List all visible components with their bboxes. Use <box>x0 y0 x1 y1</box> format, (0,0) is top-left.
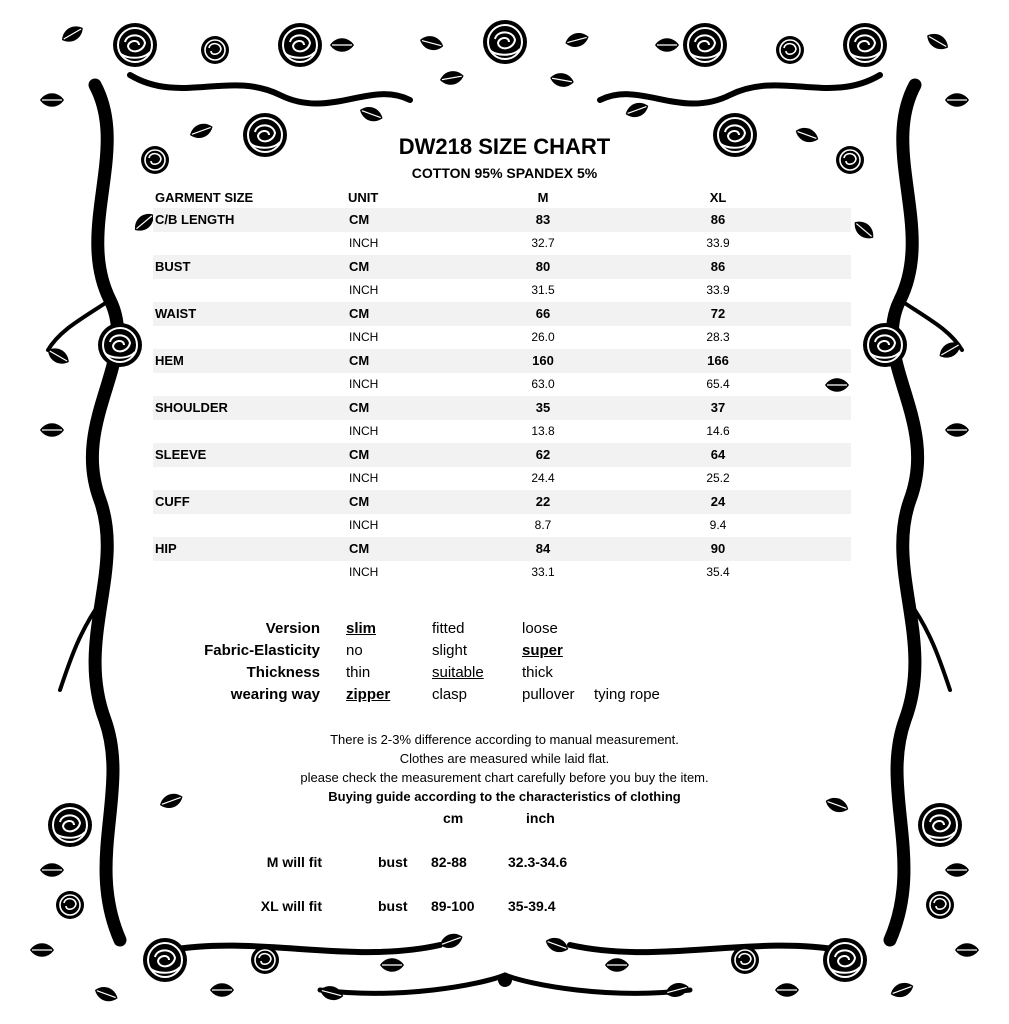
measurement-name: WAIST <box>155 306 197 322</box>
note-line: There is 2-3% difference according to manual measurement. <box>330 732 679 747</box>
table-row <box>153 443 851 467</box>
unit-cell: INCH <box>349 330 379 345</box>
measurement-name: HEM <box>155 353 184 369</box>
table-row <box>153 420 851 444</box>
attribute-row <box>150 686 710 708</box>
measurement-name: CUFF <box>155 494 190 510</box>
measurement-name: BUST <box>155 259 191 275</box>
attribute-option-selected: suitable <box>432 664 484 681</box>
buying-guide <box>0 808 1009 918</box>
table-row <box>153 537 851 561</box>
table-row <box>153 490 851 514</box>
value-xl: 33.9 <box>706 236 730 251</box>
value-xl: 35.4 <box>706 565 730 580</box>
value-m: 160 <box>532 353 554 369</box>
value-m: 33.1 <box>531 565 555 580</box>
value-xl: 25.2 <box>706 471 730 486</box>
value-xl: 28.3 <box>706 330 730 345</box>
value-xl: 65.4 <box>706 377 730 392</box>
value-m: 62 <box>535 447 551 463</box>
measurement-name: SHOULDER <box>155 400 228 416</box>
measurement-name: SLEEVE <box>155 447 207 463</box>
header-garment-size: GARMENT SIZE <box>155 189 254 205</box>
attribute-option-selected: super <box>522 642 563 659</box>
attribute-row <box>150 620 710 642</box>
value-m: 66 <box>535 306 551 322</box>
guide-part: bust <box>378 898 408 914</box>
table-header <box>153 186 851 208</box>
guide-label: M will fit <box>266 854 322 870</box>
unit-cell: CM <box>349 212 370 228</box>
table-row <box>153 232 851 256</box>
attribute-label: wearing way <box>230 686 320 703</box>
table-row <box>153 396 851 420</box>
value-xl: 64 <box>710 447 726 463</box>
guide-col-inch: inch <box>526 810 555 826</box>
value-m: 35 <box>535 400 551 416</box>
table-row <box>153 208 851 232</box>
value-m: 32.7 <box>531 236 555 251</box>
unit-cell: INCH <box>349 377 379 392</box>
unit-cell: INCH <box>349 471 379 486</box>
unit-cell: INCH <box>349 283 379 298</box>
table-row <box>153 302 851 326</box>
attribute-option: pullover <box>522 686 575 703</box>
attribute-option: loose <box>522 620 558 637</box>
size-table <box>153 186 851 584</box>
value-xl: 90 <box>710 541 726 557</box>
measurement-name: HIP <box>155 541 177 557</box>
attribute-option-selected: slim <box>346 620 377 637</box>
attribute-row <box>150 642 710 664</box>
value-m: 26.0 <box>531 330 555 345</box>
guide-cm: 89-100 <box>431 898 475 914</box>
attribute-option: thin <box>346 664 371 681</box>
unit-cell: INCH <box>349 518 379 533</box>
unit-cell: CM <box>349 306 370 322</box>
unit-cell: INCH <box>349 565 379 580</box>
attribute-label: Version <box>265 620 320 637</box>
guide-inch: 32.3-34.6 <box>508 854 568 870</box>
unit-cell: CM <box>349 353 370 369</box>
value-xl: 72 <box>710 306 726 322</box>
value-m: 83 <box>535 212 551 228</box>
chart-title: DW218 SIZE CHART <box>398 134 611 159</box>
attribute-option: clasp <box>432 686 468 703</box>
value-xl: 9.4 <box>709 518 727 533</box>
unit-cell: CM <box>349 400 370 416</box>
value-xl: 24 <box>710 494 726 510</box>
unit-cell: INCH <box>349 424 379 439</box>
table-row <box>153 373 851 397</box>
value-m: 31.5 <box>531 283 555 298</box>
value-xl: 37 <box>710 400 726 416</box>
table-row <box>153 349 851 373</box>
value-xl: 166 <box>707 353 729 369</box>
attribute-option: fitted <box>432 620 465 637</box>
attribute-option: no <box>346 642 363 659</box>
table-row <box>153 561 851 585</box>
table-row <box>153 514 851 538</box>
attribute-option: thick <box>522 664 553 681</box>
attribute-label: Thickness <box>246 664 320 681</box>
measurement-name: C/B LENGTH <box>155 212 235 228</box>
header-xl: XL <box>709 189 727 205</box>
measurement-notes <box>0 730 1009 806</box>
table-row <box>153 467 851 491</box>
attribute-option: tying rope <box>594 686 660 703</box>
value-m: 22 <box>535 494 551 510</box>
value-m: 80 <box>535 259 551 275</box>
value-m: 8.7 <box>534 518 552 533</box>
table-row <box>153 255 851 279</box>
guide-inch: 35-39.4 <box>508 898 556 914</box>
garment-attributes <box>150 620 710 708</box>
value-m: 13.8 <box>531 424 555 439</box>
value-xl: 14.6 <box>706 424 730 439</box>
unit-cell: INCH <box>349 236 379 251</box>
value-m: 63.0 <box>531 377 555 392</box>
attribute-label: Fabric-Elasticity <box>204 642 320 659</box>
value-xl: 86 <box>710 259 726 275</box>
value-xl: 33.9 <box>706 283 730 298</box>
guide-part: bust <box>378 854 408 870</box>
fabric-composition: COTTON 95% SPANDEX 5% <box>411 165 598 181</box>
value-xl: 86 <box>710 212 726 228</box>
note-line: please check the measurement chart carefully before you buy the item. <box>300 770 709 785</box>
guide-col-cm: cm <box>443 810 464 826</box>
unit-cell: CM <box>349 259 370 275</box>
note-line: Clothes are measured while laid flat. <box>399 751 610 766</box>
value-m: 24.4 <box>531 471 555 486</box>
attribute-option-selected: zipper <box>346 686 391 703</box>
guide-cm: 82-88 <box>431 854 467 870</box>
value-m: 84 <box>535 541 551 557</box>
unit-cell: CM <box>349 541 370 557</box>
unit-cell: CM <box>349 447 370 463</box>
guide-label: XL will fit <box>260 898 322 914</box>
table-row <box>153 326 851 350</box>
attribute-row <box>150 664 710 686</box>
table-row <box>153 279 851 303</box>
header-m: M <box>537 189 549 205</box>
header-unit: UNIT <box>348 189 379 205</box>
unit-cell: CM <box>349 494 370 510</box>
attribute-option: slight <box>432 642 468 659</box>
buying-guide-title: Buying guide according to the characteristics of clothing <box>328 789 681 804</box>
